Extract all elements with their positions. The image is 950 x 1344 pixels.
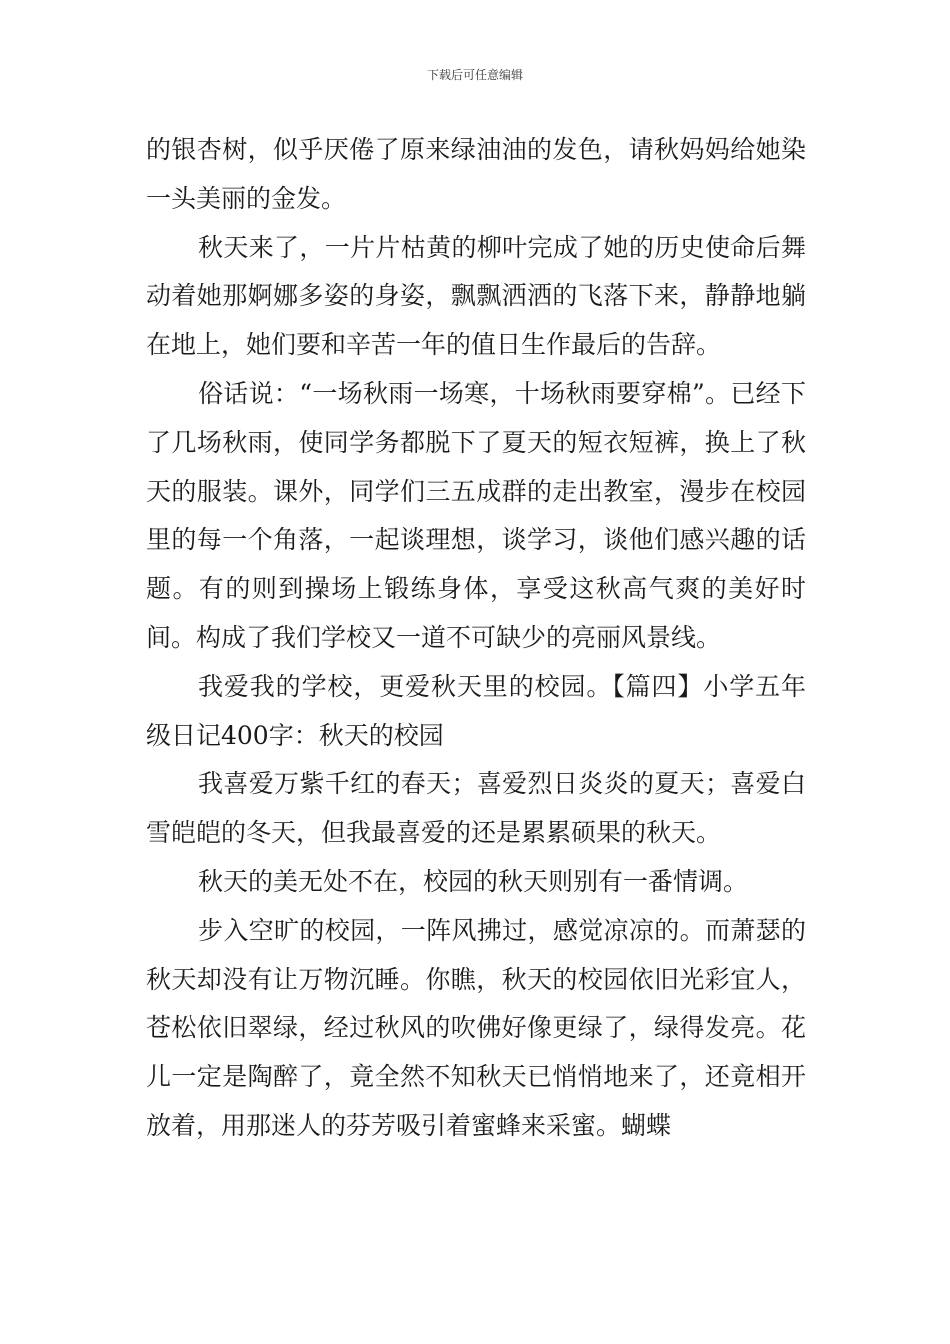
paragraph-3: 俗话说：“一场秋雨一场寒，十场秋雨要穿棉”。已经下了几场秋雨，使同学务都脱下了夏天的短衣短裤，换上了秋天的服装。课外，同学们三五成群的走出教室，漫步在校园里的每一个角落，一起谈理想，谈学习，谈他们感兴趣的话题。有的则到操场上锻练身体，享受这秋高气爽的美好时间。构成了我们学校又一道不可缺少的亮丽风景线。 [146,378,806,652]
paragraph-1: 的银杏树，似乎厌倦了原来绿油油的发色，请秋妈妈给她染一头美丽的金发。 [146,135,806,213]
paragraph-5: 我喜爱万紫千红的春天；喜爱烈日炎炎的夏天；喜爱白雪皑皑的冬天，但我最喜爱的还是累累硕果的秋天。 [146,769,806,848]
document-body [146,126,806,1151]
page-header: 下载后可任意编辑 [426,68,523,82]
paragraph-4: 我爱我的学校，更爱秋天里的校园。【篇四】小学五年级日记400字：秋天的校园 [146,671,806,750]
paragraph-7: 步入空旷的校园，一阵风拂过，感觉凉凉的。而萧瑟的秋天却没有让万物沉睡。你瞧，秋天的校园依旧光彩宜人，苍松依旧翠绿，经过秋风的吹佛好像更绿了，绿得发亮。花儿一定是陶醉了，竟全然不知秋天已悄悄地来了，还竟相开放着，用那迷人的芬芳吸引着蜜蜂来采蜜。蝴蝶 [146,915,806,1140]
paragraph-2: 秋天来了，一片片枯黄的柳叶完成了她的历史使命后舞动着她那婀娜多姿的身姿，飘飘洒洒的飞落下来，静静地躺在地上，她们要和辛苦一年的值日生作最后的告辞。 [146,232,806,360]
paragraph-6: 秋天的美无处不在，校园的秋天则别有一番情调。 [198,866,749,896]
